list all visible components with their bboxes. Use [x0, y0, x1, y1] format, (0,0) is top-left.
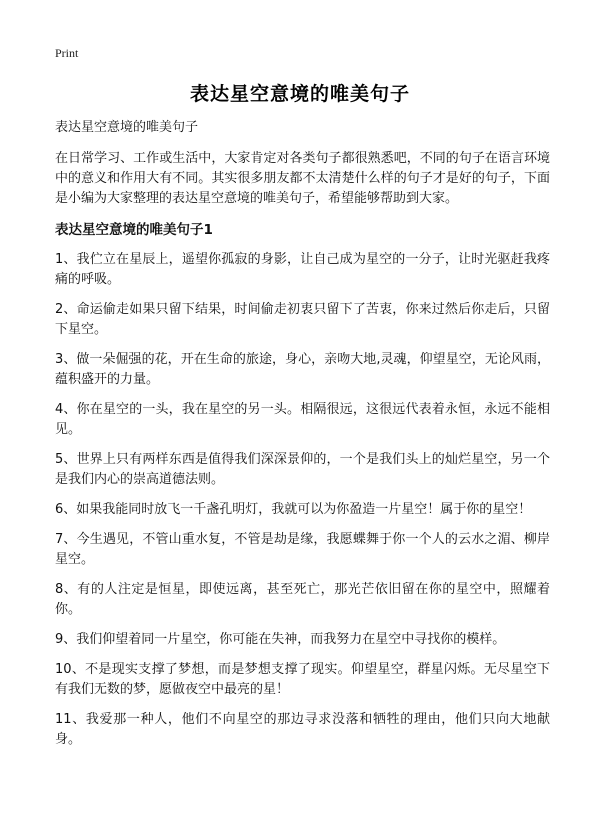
print-label[interactable]: Print	[55, 46, 79, 60]
list-item: 9、我们仰望着同一片星空，你可能在失神，而我努力在星空中寻找你的模样。	[55, 632, 506, 647]
document-subtitle: 表达星空意境的唯美句子	[55, 120, 199, 135]
document-body	[55, 118, 550, 760]
list-item: 2、命运偷走如果只留下结果，时间偷走初衷只留下了苦衷，你来过然后你走后，只留下星空。	[55, 302, 550, 337]
list-item: 5、世界上只有两样东西是值得我们深深景仰的，一个是我们头上的灿烂星空，另一个是我们内心的崇高道德法则。	[55, 452, 550, 487]
list-item: 10、不是现实支撑了梦想，而是梦想支撑了现实。仰望星空，群星闪烁。无尽星空下有我们无数的梦，愿做夜空中最亮的星！	[55, 662, 550, 697]
list-item: 1、我伫立在星辰上，遥望你孤寂的身影，让自己成为星空的一分子，让时光驱赶我疼痛的呼吸。	[55, 252, 550, 287]
page-title: 表达星空意境的唯美句子	[189, 83, 410, 105]
list-item: 4、你在星空的一头，我在星空的另一头。相隔很远，这很远代表着永恒，永远不能相见。	[55, 402, 550, 437]
intro-paragraph: 在日常学习、工作或生活中，大家肯定对各类句子都很熟悉吧，不同的句子在语言环境中的意义和作用大有不同。其实很多朋友都不太清楚什么样的句子才是好的句子，下面是小编为大家整理的表达星空意境的唯美句子，希望能够帮助到大家。	[55, 151, 550, 206]
list-item: 11、我爱那一种人，他们不向星空的那边寻求没落和牺牲的理由，他们只向大地献身。	[55, 712, 550, 747]
section-heading: 表达星空意境的唯美句子1	[55, 222, 213, 238]
list-item: 6、如果我能同时放飞一千盏孔明灯，我就可以为你盈造一片星空！属于你的星空！	[55, 502, 532, 517]
list-item: 7、今生遇见，不管山重水复，不管是劫是缘，我愿蝶舞于你一个人的云水之湄、柳岸星空。	[55, 532, 550, 567]
list-item: 3、做一朵倔强的花，开在生命的旅途，身心，亲吻大地,灵魂，仰望星空，无论风雨，蕴积盛开的力量。	[55, 352, 550, 387]
list-item: 8、有的人注定是恒星，即使远离，甚至死亡，那光芒依旧留在你的星空中，照耀着你。	[55, 582, 550, 617]
